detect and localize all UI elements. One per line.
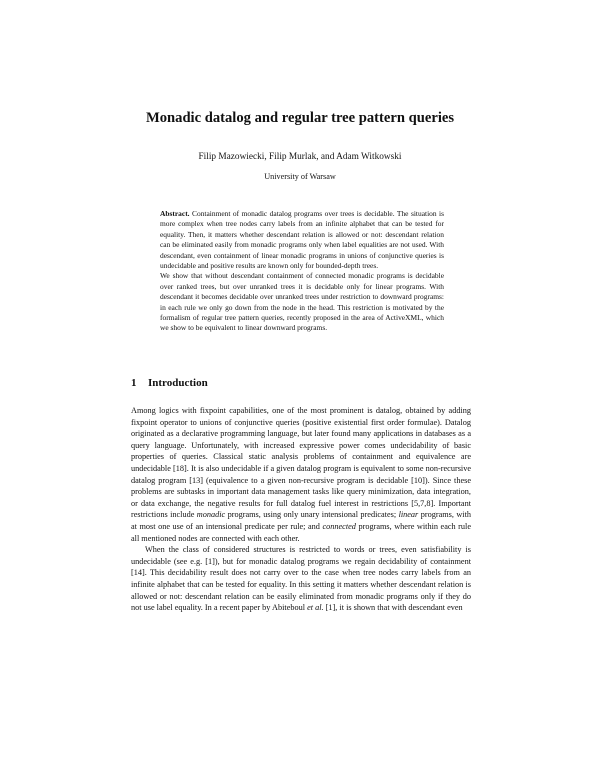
author-list: Filip Mazowiecki, Filip Murlak, and Adam Witkowski <box>198 152 402 162</box>
body-text-segment: programs, where within each rule all mentioned nodes are connected with each other. <box>131 521 471 543</box>
body-paragraph-2 <box>131 544 471 614</box>
section-body <box>131 405 471 614</box>
emphasis-monadic: monadic <box>196 510 226 520</box>
abstract-paragraph-1 <box>160 209 444 271</box>
affiliation: University of Warsaw <box>264 172 336 181</box>
body-paragraph-1 <box>131 405 471 544</box>
section-heading <box>131 377 208 389</box>
abstract-text-1: Containment of monadic datalog programs over trees is decidable. The situation is more complex when tree nodes carry labels from an infinite alphabet that can be tested for equality. Then, it matters whether descendant relation is allowed or not: descendant relation can be eliminated easily from monadic programs only when label equalities are not used. With descendant, even containment of linear monadic programs in unions of conjunctive queries is undecidable and positive results are known only for bounded-depth trees. <box>160 209 445 271</box>
emphasis-connected: connected <box>322 521 356 531</box>
emphasis-et-al: et al. <box>307 603 324 613</box>
abstract-label: Abstract. <box>160 209 190 218</box>
emphasis-linear: linear <box>398 510 419 520</box>
body-text-segment: Among logics with fixpoint capabilities, one of the most prominent is datalog, obtained by adding fixpoint operator to unions of conjunctive queries (positive existential first order formulae). Datalog originated as a declarative programming language, but later found many applications in databases as a query language. Unfortunately, with increased expressive power comes undecidability of basic properties of queries. Classical static analysis problems of containment and equivalence are undecidable [18]. It is also undecidable if a given datalog program is equivalent to some non-recursive datalog program [13] (equivalence to a given non-recursive program is decidable [10]). Since these problems are subtasks in important data management tasks like query minimization, data integration, or data exchange, the negative results for full datalog fuel interest in restrictions [5,7,8]. Important restrictions include <box>131 406 471 520</box>
section-number: 1 <box>131 377 137 389</box>
body-text-segment: programs, with at most one use of an intensional predicate per rule; and <box>131 510 471 531</box>
body-text-segment: [1], it is shown that with descendant even <box>323 603 463 613</box>
body-text-segment: When the class of considered structures is restricted to words or trees, even satisfiability is undecidable (see e.g. [1]), but for monadic datalog programs we regain decidability of containment [14]. This decidability result does not carry over to the case when tree nodes carry labels from an infinite alphabet that can be tested for equality. In this setting it matters whether descendant relation is allowed or not: descendant relation can be easily eliminated from monadic programs only if they do not use label equality. In a recent paper by Abiteboul <box>131 545 471 613</box>
abstract-paragraph-2: We show that without descendant containment of connected monadic programs is decidable over ranked trees, but over unranked trees it is decidable only for linear programs. With descendant it becomes decidable over unranked trees under restriction to downward programs: in each rule we only go down from the node in the head. This restriction is motivated by the formalism of regular tree pattern queries, recently proposed in the area of ActiveXML, which we show to be equivalent to linear downward programs. <box>160 271 444 333</box>
section-title: Introduction <box>148 377 208 389</box>
abstract <box>160 209 444 334</box>
paper-title: Monadic datalog and regular tree pattern queries <box>145 110 455 126</box>
body-text-segment: programs, using only unary intensional predicates; <box>225 510 399 520</box>
